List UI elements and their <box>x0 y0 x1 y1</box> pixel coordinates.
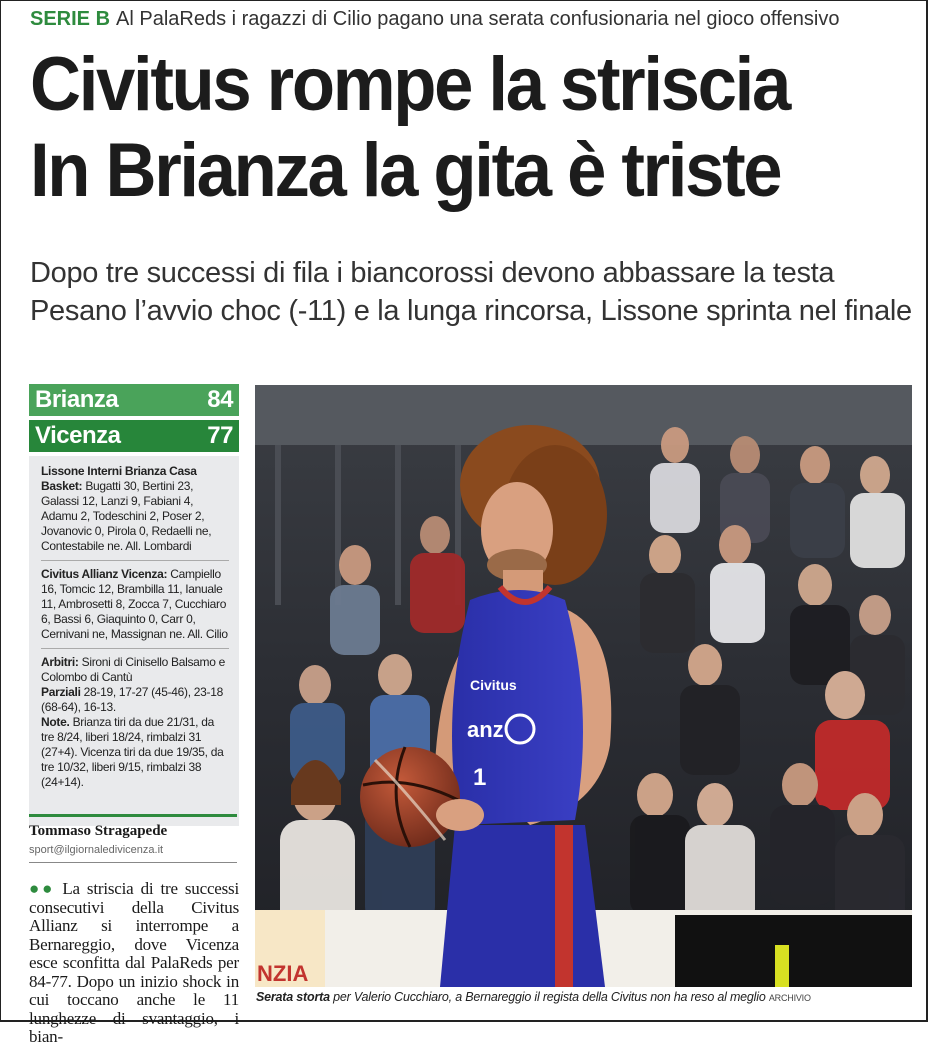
jersey-text-allianz: anz <box>467 717 504 742</box>
basketball-player-photo <box>255 385 912 987</box>
kicker <box>30 8 839 31</box>
notes-away: Vicenza tiri da due 19/35, da tre 10/32, liberi 9/15, rimbalzi 38 (24+14). <box>41 745 224 789</box>
home-roster-label: Lissone Interni Brianza Casa Basket: <box>41 464 197 493</box>
caption-text: per Valerio Cucchiaro, a Bernareggio il regista della Civitus non ha reso al meglio <box>333 990 766 1004</box>
caption-credit: ARCHIVIO <box>768 993 811 1003</box>
headline-line-2: In Brianza la gita è triste <box>30 128 781 213</box>
referees <box>41 655 229 685</box>
referees-text: Sironi di Cinisello Balsamo e Colombo di Cantù <box>41 655 226 684</box>
score-row-away <box>29 420 239 452</box>
headline <box>30 42 910 214</box>
jersey-text-civitus: Civitus <box>470 677 517 693</box>
kicker-tag: SERIE B <box>30 8 111 30</box>
away-roster-label: Civitus Allianz Vicenza: <box>41 567 168 581</box>
kicker-text: Al PalaReds i ragazzi di Cilio pagano una serata confusionaria nel gioco offensivo <box>116 8 840 30</box>
boxscore-away <box>41 567 229 649</box>
caption-lead: Serata storta <box>256 990 330 1004</box>
notes-home: Brianza tiri da due 21/31, da tre 8/24, liberi 18/24, rimbalzi 31 (27+4). <box>41 715 214 759</box>
partials-text: 28-19, 17-27 (45-46), 23-18 (68-64), 16-13. <box>41 685 223 714</box>
bullet-marker: ●● <box>29 879 56 898</box>
partials <box>41 685 229 715</box>
author-name: Tommaso Stragapede <box>29 823 168 839</box>
away-team-name: Vicenza <box>35 422 121 449</box>
photo-caption <box>256 990 916 1004</box>
away-team-score: 77 <box>207 422 233 449</box>
subhead-line-2: Pesano l’avvio choc (-11) e la lunga rincorsa, Lissone sprinta nel finale <box>30 295 912 327</box>
home-team-name: Brianza <box>35 386 119 413</box>
subhead-line-1: Dopo tre successi di fila i biancorossi devono abbassare la testa <box>30 257 835 289</box>
article-photo <box>255 385 912 987</box>
notes-label: Note. <box>41 715 70 729</box>
scoreboard-sidebar <box>29 384 239 826</box>
jersey-number: 1 <box>473 764 487 791</box>
home-roster: Bugatti 30, Bertini 23, Galassi 12, Lanzi 9, Fabiani 4, Adamu 2, Todeschini 2, Poser 2, Jovanovic 0, Pirola 0, Redaelli ne, Contestabile ne. All. Lombardi <box>41 479 212 553</box>
headline-line-1: Civitus rompe la striscia <box>30 42 789 127</box>
referees-label: Arbitri: <box>41 655 79 669</box>
boxscore-home <box>41 464 229 561</box>
partials-label: Parziali <box>41 685 81 699</box>
away-roster: Campiello 16, Tomcic 12, Brambilla 11, Ianuale 11, Ambrosetti 8, Zocca 7, Cucchiaro 6, Bassi 6, Giaquinto 0, Carr 0, Cernivani ne, Massignan ne. All. Cilio <box>41 567 228 641</box>
boxscore-details <box>41 655 229 796</box>
score-row-home <box>29 384 239 416</box>
byline <box>29 814 237 863</box>
subheadline <box>30 254 920 330</box>
article-text: La striscia di tre successi consecutivi della Civitus Allianz si interrompe a Bernareggio, dove Vicenza esce sconfitta dal PalaReds per 84-77. Dopo un inizio shock in cui toccano anche le 11 lunghezze di svantaggio, i bian- <box>29 879 239 1046</box>
notes <box>41 715 229 790</box>
boxscore <box>29 456 239 826</box>
article-body <box>29 880 239 1047</box>
author-email[interactable]: sport@ilgiornaledivicenza.it <box>29 844 237 863</box>
ad-banner-text: NZIA <box>257 961 309 986</box>
home-team-score: 84 <box>207 386 233 413</box>
